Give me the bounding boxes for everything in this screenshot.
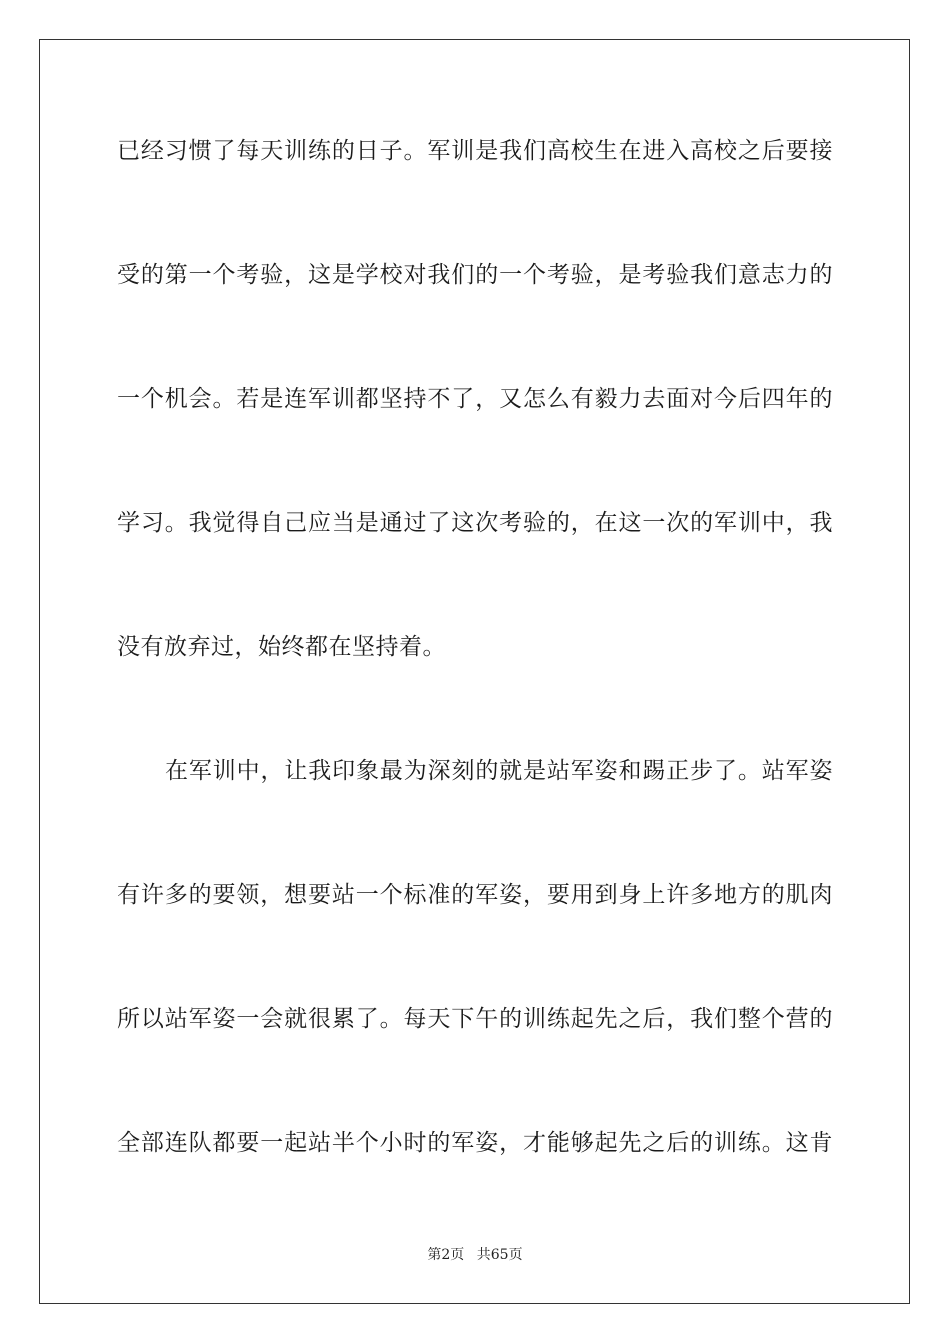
text-line-2: 受的第一个考验，这是学校对我们的一个考验，是考验我们意志力的 bbox=[117, 262, 833, 288]
page-number: 第2页 bbox=[427, 1247, 465, 1263]
page-total: 共65页 bbox=[476, 1247, 523, 1263]
text-line-1: 已经习惯了每天训练的日子。军训是我们高校生在进入高校之后要接 bbox=[117, 138, 833, 164]
text-line-6: 在军训中，让我印象最为深刻的就是站军姿和踢正步了。站军姿 bbox=[165, 758, 833, 784]
text-line-3: 一个机会。若是连军训都坚持不了，又怎么有毅力去面对今后四年的 bbox=[117, 386, 833, 412]
text-line-4: 学习。我觉得自己应当是通过了这次考验的，在这一次的军训中，我 bbox=[117, 510, 833, 536]
text-line-7: 有许多的要领，想要站一个标准的军姿，要用到身上许多地方的肌肉 bbox=[117, 882, 833, 908]
page-border bbox=[39, 39, 910, 1304]
page-footer bbox=[0, 1246, 950, 1264]
text-line-5: 没有放弃过，始终都在坚持着。 bbox=[117, 634, 446, 660]
text-line-9: 全部连队都要一起站半个小时的军姿，才能够起先之后的训练。这肯 bbox=[117, 1130, 833, 1156]
text-line-8: 所以站军姿一会就很累了。每天下午的训练起先之后，我们整个营的 bbox=[117, 1006, 833, 1032]
